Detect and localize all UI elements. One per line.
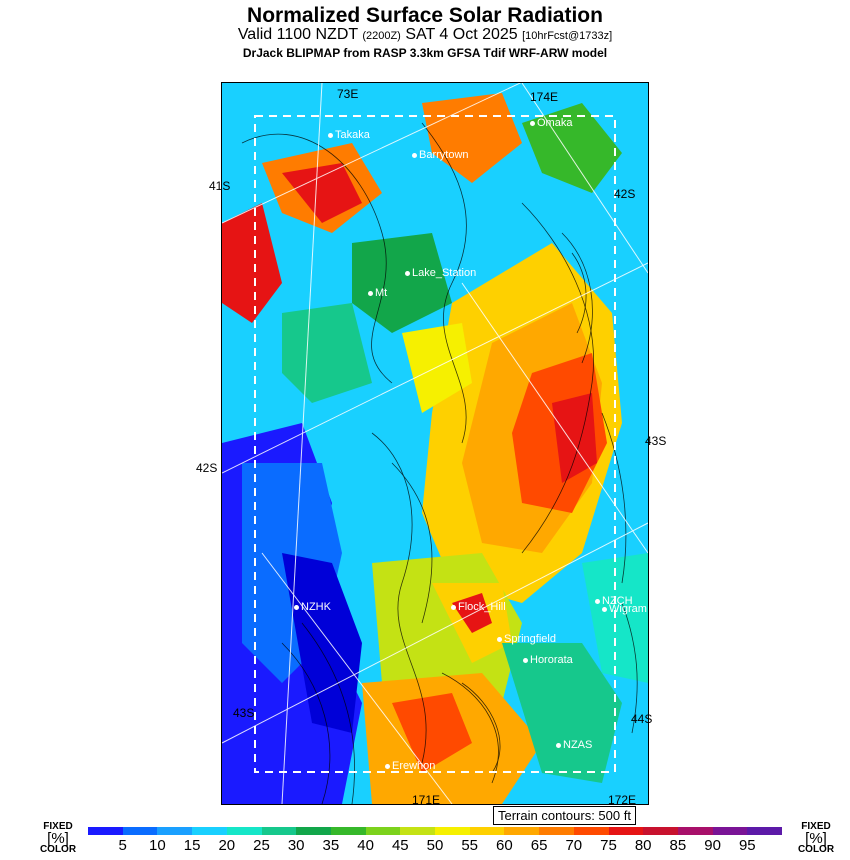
lat-label: 43S: [233, 706, 255, 720]
place-dot-icon: [602, 607, 607, 612]
color-scale-segment: [227, 827, 262, 835]
model-description: DrJack BLIPMAP from RASP 3.3km GFSA Tdif WRF-ARW model: [242, 46, 608, 60]
color-scale-tick-label: 20: [218, 837, 236, 854]
lat-label: 42S: [614, 187, 636, 201]
forecast-date: SAT 4 Oct 2025: [405, 26, 518, 43]
terrain-contours-note: Terrain contours: 500 ft: [493, 806, 636, 825]
place-nzhk: NZHK: [294, 601, 331, 613]
place-dot-icon: [294, 605, 299, 610]
place-dot-icon: [368, 291, 373, 296]
place-dot-icon: [497, 637, 502, 642]
color-scale-tick-label: 25: [253, 837, 270, 854]
place-lake-station: Lake_Station: [405, 267, 476, 279]
lat-label: 44S: [631, 712, 653, 726]
color-scale-segment: [643, 827, 678, 835]
solar-radiation-map: [221, 82, 649, 805]
place-dot-icon: [451, 605, 456, 610]
color-scale-tick-label: 60: [496, 837, 513, 854]
color-scale-bar: [88, 827, 782, 835]
lon-label: 73E: [337, 87, 359, 101]
color-scale-segment: [470, 827, 505, 835]
color-scale-tick-label: 15: [183, 837, 201, 854]
color-scale-segment: [88, 827, 123, 835]
color-scale-tick-label: 65: [530, 837, 548, 854]
color-scale-tick-label: 5: [118, 837, 127, 854]
place-dot-icon: [385, 764, 390, 769]
place-nzch: NZCH: [595, 595, 633, 607]
color-scale-segment: [747, 827, 782, 835]
color-scale-segment: [262, 827, 297, 835]
color-scale-tick-label: 45: [391, 837, 409, 854]
color-scale-segment: [366, 827, 401, 835]
color-scale-segment: [539, 827, 574, 835]
place-omaka: Omaka: [530, 117, 572, 129]
color-scale-segment: [157, 827, 192, 835]
place-dot-icon: [328, 133, 333, 138]
place-springfield: Springfield: [497, 633, 556, 645]
place-wigram: Wigram: [602, 603, 647, 615]
color-scale-segment: [504, 827, 539, 835]
color-scale-tick-label: 30: [287, 837, 305, 854]
color-scale-segment: [678, 827, 713, 835]
place-dot-icon: [530, 121, 535, 126]
color-scale-tick-label: 40: [357, 837, 374, 854]
color-scale-tick-label: 50: [426, 837, 444, 854]
color-scale-segment: [435, 827, 470, 835]
color-scale-segment: [331, 827, 366, 835]
color-scale-tick-label: 80: [634, 837, 652, 854]
color-scale-tick-label: 90: [704, 837, 721, 854]
place-dot-icon: [595, 599, 600, 604]
valid-prefix: Valid 1100 NZDT: [237, 26, 358, 43]
color-scale-segment: [609, 827, 644, 835]
color-scale-tick-label: 10: [149, 837, 166, 854]
color-scale-segment: [296, 827, 331, 835]
place-dot-icon: [523, 658, 528, 663]
color-scale-labels: [88, 837, 782, 857]
color-scale-tick-label: 70: [565, 837, 583, 854]
color-scale-segment: [713, 827, 748, 835]
place-dot-icon: [556, 743, 561, 748]
place-nzas: NZAS: [556, 739, 592, 751]
color-scale-segment: [192, 827, 227, 835]
zulu-time: (2200Z): [362, 30, 401, 42]
place-mt: Mt: [368, 287, 387, 299]
place-erewhon: Erewhon: [385, 760, 435, 772]
color-scale-segment: [123, 827, 158, 835]
color-scale-tick-label: 55: [461, 837, 479, 854]
lat-label: 41S: [209, 179, 231, 193]
fixed-color-label-left: FIXED [%] COLOR: [39, 821, 77, 855]
place-flock-hill: Flock_Hill: [451, 601, 506, 613]
map-field: [222, 83, 648, 804]
chart-title: Normalized Surface Solar Radiation: [247, 4, 603, 27]
place-barrytown: Barrytown: [412, 149, 469, 161]
place-dot-icon: [412, 153, 417, 158]
place-dot-icon: [405, 271, 410, 276]
valid-time: [0, 26, 850, 44]
color-scale-tick-label: 75: [600, 837, 617, 854]
color-scale-segment: [574, 827, 609, 835]
lon-label: 172E: [608, 793, 637, 805]
color-scale-tick-label: 85: [669, 837, 687, 854]
lat-label: 42S: [196, 461, 218, 475]
lon-label: 174E: [530, 90, 559, 104]
lat-label: 43S: [645, 434, 667, 448]
color-scale-tick-label: 95: [738, 837, 756, 854]
place-hororata: Hororata: [523, 654, 573, 666]
forecast-run: [10hrFcst@1733z]: [522, 30, 613, 42]
color-scale-segment: [400, 827, 435, 835]
lon-label: 171E: [412, 793, 441, 805]
color-scale-tick-label: 35: [322, 837, 340, 854]
fixed-color-label-right: FIXED [%] COLOR: [797, 821, 835, 855]
place-takaka: Takaka: [328, 129, 370, 141]
